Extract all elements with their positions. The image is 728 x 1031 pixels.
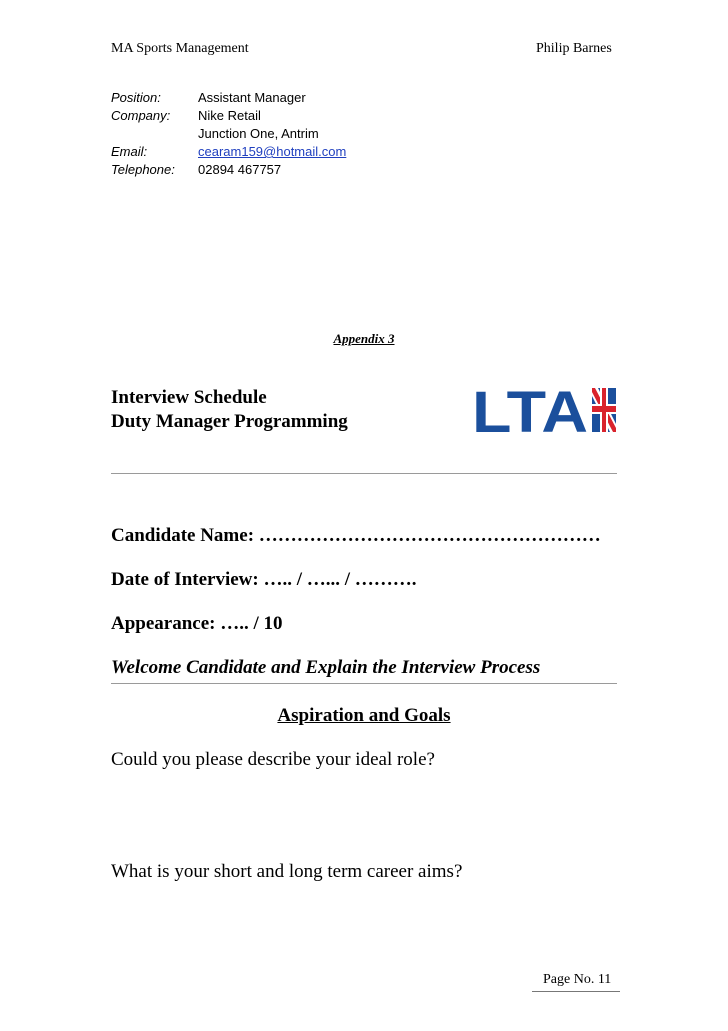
title-line-2: Duty Manager Programming	[111, 411, 348, 432]
lta-logo	[472, 384, 618, 436]
footer-divider	[532, 991, 620, 992]
page-number: Page No. 11	[543, 972, 612, 987]
contact-row-company	[111, 107, 346, 125]
question-2: What is your short and long term career aims?	[111, 861, 463, 882]
divider	[111, 683, 617, 684]
contact-value: Junction One, Antrim	[198, 126, 319, 141]
contact-label: Company:	[111, 108, 171, 123]
union-flag-icon	[592, 388, 616, 432]
contact-label	[111, 125, 198, 143]
contact-label: Position:	[111, 90, 161, 105]
lta-logo-graphic	[472, 384, 618, 436]
contact-value: Nike Retail	[198, 108, 261, 123]
divider	[111, 473, 617, 474]
contact-row-position	[111, 89, 346, 107]
contact-row-email	[111, 143, 346, 161]
appearance-field: Appearance: ….. / 10	[111, 613, 283, 634]
contact-value: Assistant Manager	[198, 90, 306, 105]
header-left: MA Sports Management	[111, 41, 249, 56]
contact-label: Telephone:	[111, 162, 175, 177]
header-right: Philip Barnes	[536, 41, 612, 56]
logo-text: LTA	[472, 384, 588, 436]
contact-value: 02894 467757	[198, 162, 282, 177]
email-link[interactable]: cearam159@hotmail.com	[198, 144, 347, 159]
interview-date-field: Date of Interview: ….. / …... / ……….	[111, 569, 417, 590]
appendix-label: Appendix 3	[333, 331, 395, 346]
section-title: Aspiration and Goals	[277, 705, 451, 726]
contact-row-telephone	[111, 161, 346, 179]
page-title	[111, 386, 348, 434]
question-1: Could you please describe your ideal role?	[111, 749, 435, 770]
title-line-1: Interview Schedule	[111, 387, 267, 408]
candidate-name-field: Candidate Name: ………………………………………………	[111, 525, 601, 546]
contact-label: Email:	[111, 144, 148, 159]
contact-block	[111, 89, 346, 179]
welcome-heading: Welcome Candidate and Explain the Interview Process	[111, 657, 541, 678]
contact-row-address	[111, 125, 346, 143]
